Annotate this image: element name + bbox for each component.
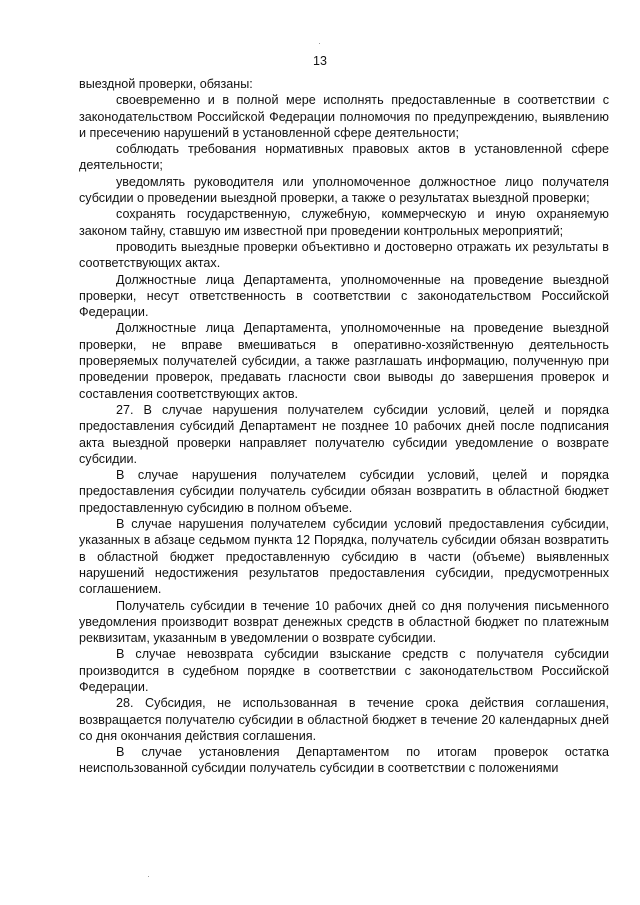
paragraph-duty-exercise-powers: своевременно и в полной мере исполнять предоставленные в соответствии с законодательством Российской Федерации полномочия по предупреждению, выявлению и пресечению нарушений в установленной сфере деятельности; [79, 93, 609, 140]
scan-speck [148, 876, 149, 877]
paragraph-unused-balance: В случае установления Департаментом по итогам проверок остатка неиспользованной субсидии получатель субсидии в соответствии с положениями [79, 745, 609, 776]
paragraph-officials-responsibility: Должностные лица Департамента, уполномоченные на проведение выездной проверки, несут ответственность в соответствии с законодательством Российской Федерации. [79, 272, 609, 320]
paragraph-refund-deadline: Получатель субсидии в течение 10 рабочих дней со дня получения письменного уведомления производит возврат денежных средств в областной бюджет по платежным реквизитам, указанным в уведомлении о возврате субсидии. [79, 598, 609, 646]
scan-speck [319, 43, 320, 44]
paragraph-clause-27-notice: 27. В случае нарушения получателем субсидии условий, целей и порядка предоставления субсидий Департамент не позднее 10 рабочих дней после подписания акта выездной проверки направляет получателю субсидии уведомление о возврате субсидии. [79, 402, 609, 466]
paragraph-full-refund: В случае нарушения получателем субсидии условий, целей и порядка предоставления субсидии получатель субсидии обязан возвратить в областной бюджет предоставленную субсидию в полном объеме. [79, 468, 609, 515]
page-number: 13 [313, 54, 327, 68]
paragraph-duty-objective-inspection: проводить выездные проверки объективно и достоверно отражать их результаты в соответствующих актах. [79, 239, 609, 271]
paragraph-duty-comply-regulations: соблюдать требования нормативных правовых актов в установленной сфере деятельности; [79, 142, 609, 173]
paragraph-continuation: выездной проверки, обязаны: [79, 77, 253, 91]
document-body [79, 76, 609, 777]
paragraph-duty-notify-head: уведомлять руководителя или уполномоченное должностное лицо получателя субсидии о проведении выездной проверки, а также о результатах выездной проверки; [79, 174, 609, 206]
paragraph-duty-keep-secrets: сохранять государственную, служебную, коммерческую и иную охраняемую законом тайну, ставшую им известной при проведении контрольных мероприятий; [79, 207, 609, 238]
paragraph-officials-restrictions: Должностные лица Департамента, уполномоченные на проведение выездной проверки, не вправе вмешиваться в оперативно-хозяйственную деятельность проверяемых получателей субсидии, а также разглашать информацию, полученную при проведении проверок, предавать гласности свои выводы до завершения проверок и составления соответствующих актов. [79, 321, 609, 401]
paragraph-partial-refund: В случае нарушения получателем субсидии условий предоставления субсидии, указанных в абзаце седьмом пункта 12 Порядка, получатель субсидии обязан возвратить в областной бюджет предоставленную субсидию в части (объеме) выявленных нарушений недостижения результатов предоставления субсидии, предусмотренных соглашением. [79, 517, 609, 597]
paragraph-clause-28-unused: 28. Субсидия, не использованная в течение срока действия соглашения, возвращается получателю субсидии в областной бюджет в течение 20 календарных дней со дня окончания действия соглашения. [79, 696, 609, 743]
paragraph-court-recovery: В случае невозврата субсидии взыскание средств с получателя субсидии производится в судебном порядке в соответствии с законодательством Российской Федерации. [79, 647, 609, 694]
